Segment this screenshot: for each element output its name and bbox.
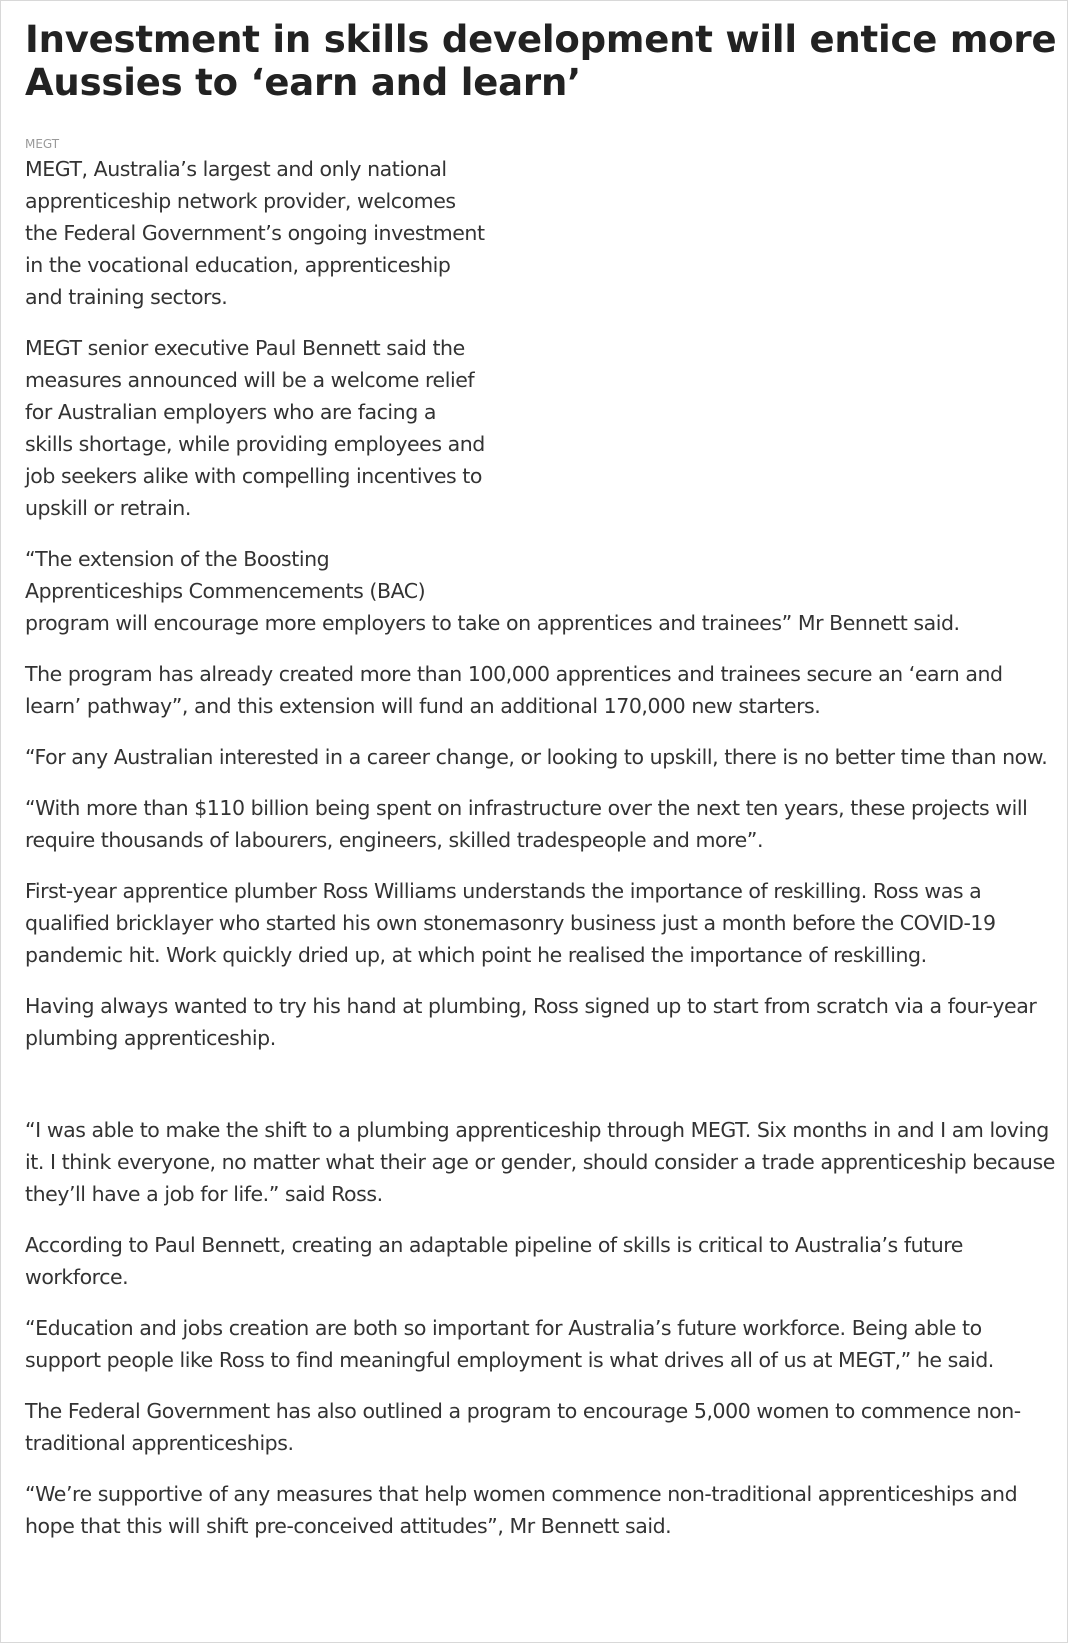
paragraph-bac-extension-end: program will encourage more employers to take on apprentices and trainees” Mr Bennett said. [25,611,960,635]
paragraph-women-program: The Federal Government has also outlined a program to encourage 5,000 women to commence non-traditional apprenticeships. [25,1399,1021,1455]
paragraph-women-support: “We’re supportive of any measures that help women commence non-traditional apprenticeships and hope that this will shift pre-conceived attitudes”, Mr Bennett said. [25,1482,1018,1538]
paragraph-ross-williams: First-year apprentice plumber Ross Williams understands the importance of reskilling. Ross was a qualified bricklayer who started his own stonemasonry business just a month before the COVID-19 pandemic hit. Work quickly dried up, at which point he realised the importance of reskilling. [25,879,996,967]
paragraph-bac-extension-start: “The extension of the Boosting Apprenticeships Commencements (BAC) [25,547,426,603]
spacer [25,1073,1060,1114]
paragraph-ross-quote: “I was able to make the shift to a plumbing apprenticeship through MEGT. Six months in and I am loving it. I think everyone, no matter what their age or gender, should consider a trade apprenticeship because they’ll have a job for life.” said Ross. [25,1118,1055,1206]
paragraph-career-change: “For any Australian interested in a career change, or looking to upskill, there is no better time than now. [25,745,1048,769]
paragraph-infrastructure: “With more than $110 billion being spent on infrastructure over the next ten years, these projects will require thousands of labourers, engineers, skilled tradespeople and more”. [25,796,1028,852]
paragraph-bennett-statement: MEGT senior executive Paul Bennett said the measures announced will be a welcome relief for Australian employers who are facing a skills shortage, while providing employees and job seekers alike with compelling incentives to upskill or retrain. [25,336,485,520]
article-body [25,153,1060,1542]
paragraph-intro: MEGT, Australia’s largest and only national apprenticeship network provider, welcomes the Federal Government’s ongoing investment in the vocational education, apprenticeship and training sectors. [25,157,485,309]
paragraph-skills-pipeline: According to Paul Bennett, creating an adaptable pipeline of skills is critical to Australia’s future workforce. [25,1233,963,1289]
paragraph-program-results: The program has already created more than 100,000 apprentices and trainees secure an ‘earn and learn’ pathway”, and this extension will fund an additional 170,000 new starters. [25,662,1003,718]
paragraph-education-jobs: “Education and jobs creation are both so important for Australia’s future workforce. Being able to support people like Ross to find meaningful employment is what drives all of us at MEGT,” he said. [25,1316,994,1372]
paragraph-plumbing-apprenticeship: Having always wanted to try his hand at plumbing, Ross signed up to start from scratch via a four-year plumbing apprenticeship. [25,994,1037,1050]
article-title: Investment in skills development will entice more Aussies to ‘earn and learn’ [25,18,1057,104]
paragraph-bac-extension [25,543,1035,639]
article-source: MEGT [25,137,60,151]
article [25,18,1060,1561]
